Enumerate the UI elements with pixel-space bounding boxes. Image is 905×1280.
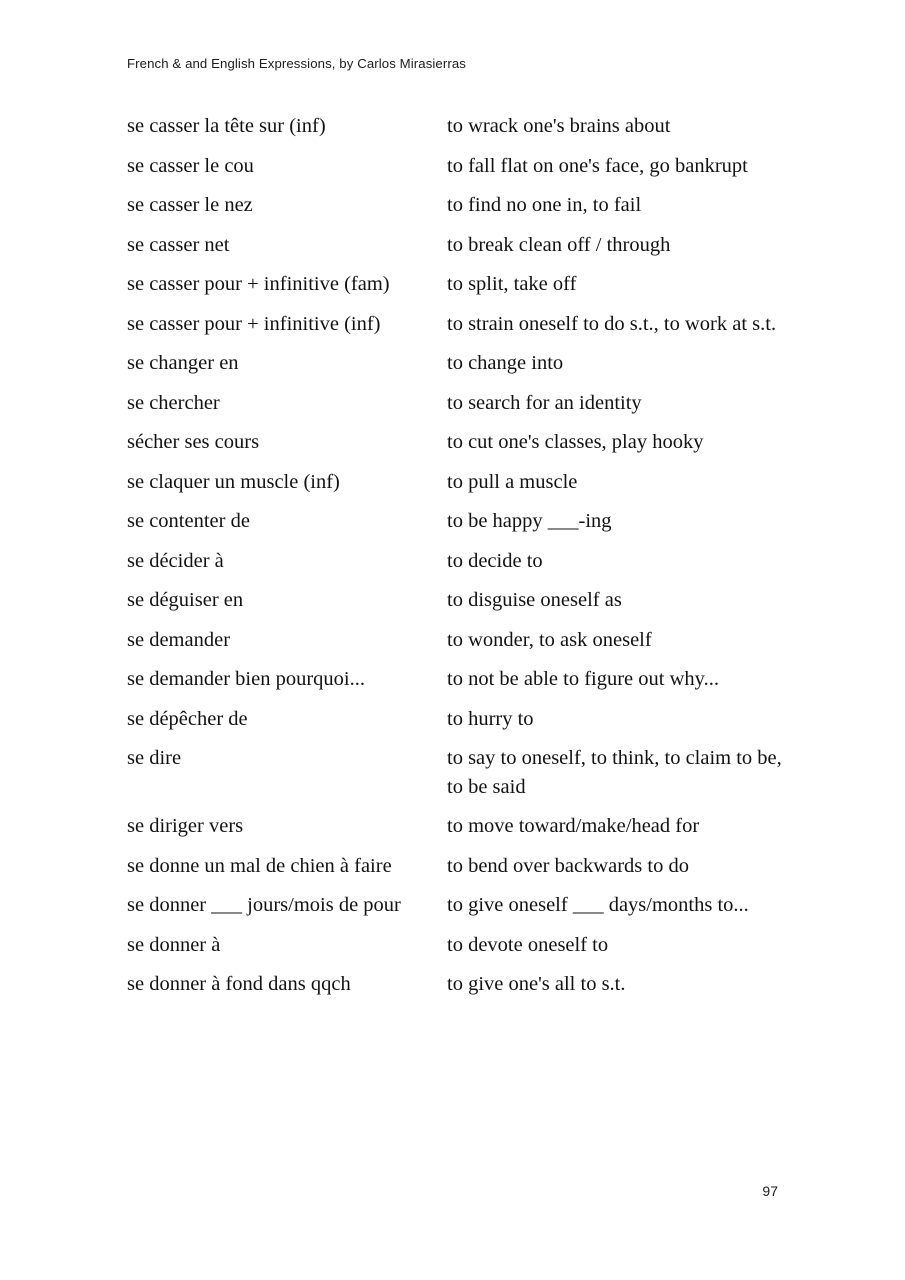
english-translation: to strain oneself to do s.t., to work at s.t. xyxy=(447,312,777,335)
english-translation: to wrack one's brains about xyxy=(447,115,671,137)
english-translation: to change into xyxy=(447,352,564,374)
glossary-entry xyxy=(127,389,787,418)
english-translation: to search for an identity xyxy=(447,391,642,414)
english-translation: to break clean off / through xyxy=(447,233,671,256)
english-translation: to disguise oneself as xyxy=(447,589,622,611)
glossary-entry xyxy=(127,665,787,694)
english-translation: to give oneself ___ days/months to... xyxy=(447,894,749,916)
glossary-entry xyxy=(127,547,787,576)
page-number: 97 xyxy=(762,1183,778,1199)
french-expression: se casser le nez xyxy=(127,194,253,216)
french-expression: se diriger vers xyxy=(127,815,244,837)
french-expression: sécher ses cours xyxy=(127,431,260,453)
french-expression: se demander bien pourquoi... xyxy=(127,668,365,690)
english-translation: to move toward/make/head for xyxy=(447,815,700,837)
running-head: French & and English Expressions, by Carlos Mirasierras xyxy=(127,56,466,71)
glossary-entry xyxy=(127,310,787,339)
english-translation: to fall flat on one's face, go bankrupt xyxy=(447,154,748,177)
english-translation: to decide to xyxy=(447,549,543,572)
french-expression: se donner à fond dans qqch xyxy=(127,973,351,995)
glossary-entry xyxy=(127,626,787,655)
glossary-entry xyxy=(127,349,787,378)
glossary-entry xyxy=(127,970,787,999)
french-expression: se contenter de xyxy=(127,510,250,532)
french-expression: se dire xyxy=(127,747,182,769)
french-expression: se donne un mal de chien à faire xyxy=(127,854,392,877)
french-expression: se casser net xyxy=(127,233,230,256)
english-translation: to find no one in, to fail xyxy=(447,194,642,216)
french-expression: se donner à xyxy=(127,933,221,956)
glossary-entry xyxy=(127,191,787,220)
glossary-entry xyxy=(127,705,787,734)
glossary-entry xyxy=(127,931,787,960)
english-translation: to give one's all to s.t. xyxy=(447,973,626,995)
english-translation: to not be able to figure out why... xyxy=(447,668,719,690)
glossary-entry xyxy=(127,891,787,920)
glossary-entry xyxy=(127,468,787,497)
glossary-entry xyxy=(127,231,787,260)
english-translation: to split, take off xyxy=(447,273,577,295)
french-expression: se donner ___ jours/mois de pour xyxy=(127,894,401,916)
french-expression: se changer en xyxy=(127,352,239,374)
french-expression: se décider à xyxy=(127,549,224,572)
french-expression: se casser pour + infinitive (fam) xyxy=(127,273,390,295)
glossary-entry xyxy=(127,270,787,299)
glossary-entry xyxy=(127,152,787,181)
glossary-entry xyxy=(127,586,787,615)
glossary-entry xyxy=(127,507,787,536)
english-translation: to devote oneself to xyxy=(447,933,609,956)
glossary-entry xyxy=(127,812,787,841)
english-translation: to bend over backwards to do xyxy=(447,854,689,877)
glossary-list xyxy=(127,112,787,1010)
french-expression: se casser le cou xyxy=(127,154,254,177)
english-translation: to pull a muscle xyxy=(447,470,578,493)
english-translation: to hurry to xyxy=(447,707,534,730)
glossary-entry xyxy=(127,852,787,881)
english-translation: to say to oneself, to think, to claim to be, to be said xyxy=(447,747,782,798)
french-expression: se chercher xyxy=(127,391,220,414)
glossary-entry xyxy=(127,744,787,801)
french-expression: se déguiser en xyxy=(127,589,244,611)
french-expression: se dépêcher de xyxy=(127,707,248,730)
french-expression: se demander xyxy=(127,628,231,651)
glossary-entry xyxy=(127,112,787,141)
french-expression: se claquer un muscle (inf) xyxy=(127,470,340,493)
french-expression: se casser pour + infinitive (inf) xyxy=(127,312,381,335)
french-expression: se casser la tête sur (inf) xyxy=(127,115,326,137)
english-translation: to wonder, to ask oneself xyxy=(447,628,652,651)
english-translation: to be happy ___-ing xyxy=(447,510,612,532)
english-translation: to cut one's classes, play hooky xyxy=(447,431,704,453)
glossary-entry xyxy=(127,428,787,457)
